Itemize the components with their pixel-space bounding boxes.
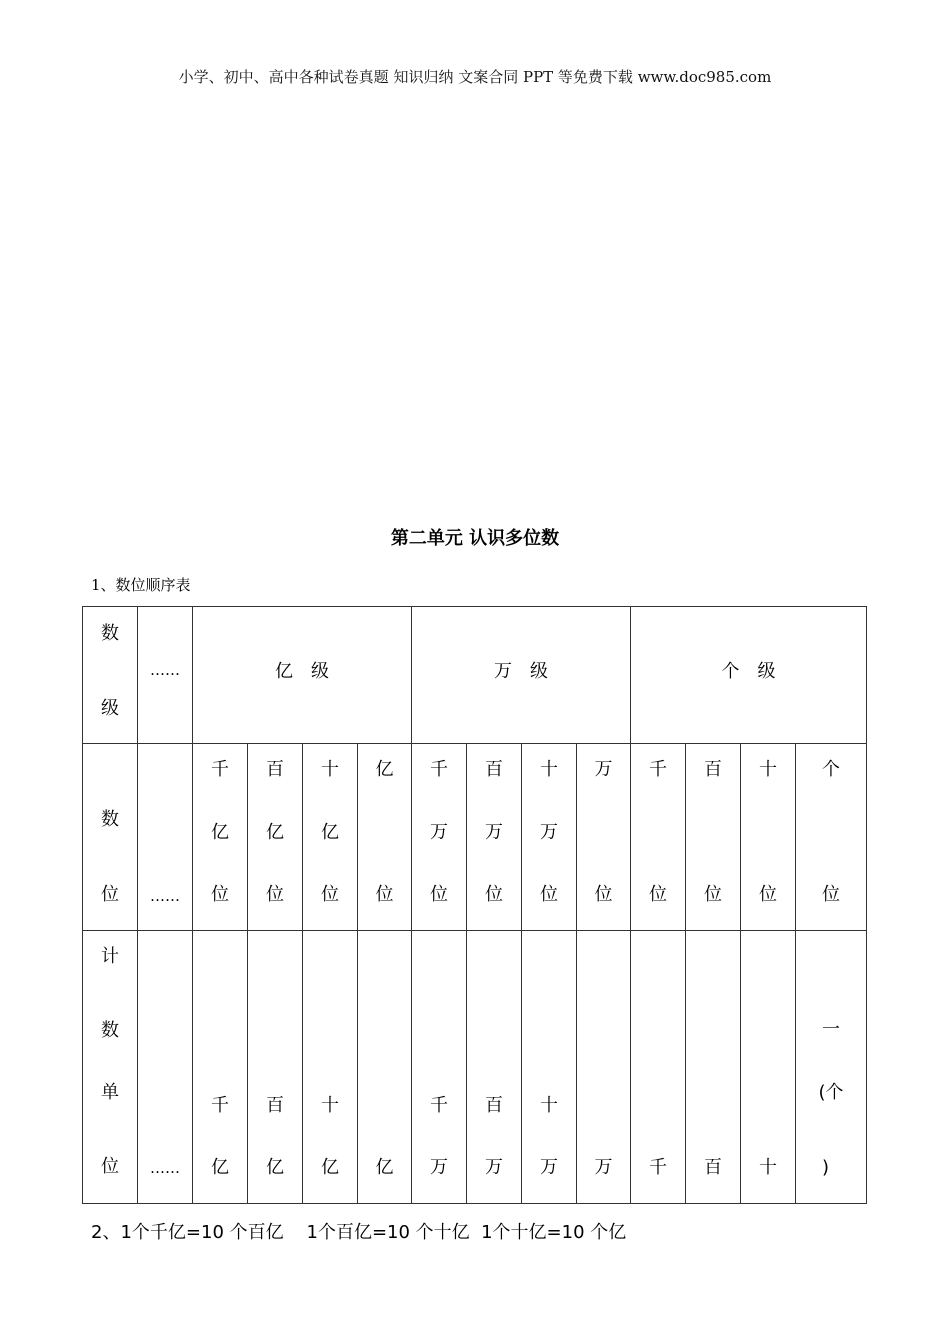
unit-char: 万 — [430, 1157, 448, 1178]
header-char: 数 — [101, 623, 119, 644]
place-cell — [412, 744, 467, 931]
ellipsis-cell — [138, 931, 193, 1204]
unit-char: 亿 — [266, 1157, 284, 1178]
unit-char: 万 — [594, 1157, 613, 1178]
place-char: 位 — [822, 884, 840, 905]
unit-char: 亿 — [321, 1157, 339, 1178]
place-char: 位 — [430, 884, 448, 905]
unit-cell — [741, 931, 796, 1204]
unit-char: 千 — [430, 1095, 448, 1116]
place-char: 位 — [594, 884, 613, 905]
header-char: 数 — [101, 1020, 119, 1041]
place-char: 位 — [211, 884, 229, 905]
unit-cell — [412, 931, 467, 1204]
place-char: 千 — [211, 759, 229, 780]
place-cell — [303, 744, 358, 931]
unit-char: 万 — [485, 1157, 503, 1178]
place-char: 位 — [375, 884, 394, 905]
ellipsis-cell — [138, 744, 193, 931]
place-cell — [193, 744, 248, 931]
unit-char: 亿 — [375, 1157, 394, 1178]
place-char: 位 — [704, 884, 722, 905]
place-char: 亿 — [266, 822, 284, 843]
place-char: 万 — [430, 822, 448, 843]
place-char: 十 — [321, 759, 339, 780]
place-cell — [358, 744, 412, 931]
table-row-unit — [83, 931, 867, 1204]
place-cell — [686, 744, 741, 931]
unit-cell — [467, 931, 522, 1204]
unit-char: 十 — [540, 1095, 558, 1116]
unit-char: 百 — [485, 1095, 503, 1116]
unit-cell — [631, 931, 686, 1204]
header-char: 单 — [101, 1082, 119, 1103]
unit-cell-ones — [796, 931, 867, 1204]
group-label: 个 级 — [721, 661, 776, 682]
unit-cell — [303, 931, 358, 1204]
place-char: 位 — [321, 884, 339, 905]
place-char: 万 — [485, 822, 503, 843]
unit-cell — [193, 931, 248, 1204]
place-char: 十 — [759, 759, 777, 780]
row-header-place — [83, 744, 138, 931]
unit-char: (个 — [818, 1082, 844, 1103]
place-cell — [248, 744, 303, 931]
place-cell — [522, 744, 577, 931]
header-char: 位 — [101, 1156, 119, 1177]
ellipsis-cell — [138, 607, 193, 744]
place-char: 位 — [266, 884, 284, 905]
header-char: 计 — [101, 946, 119, 967]
place-char: 位 — [649, 884, 667, 905]
unit-cell — [358, 931, 412, 1204]
group-label: 亿 级 — [275, 661, 329, 682]
place-char: 亿 — [321, 822, 339, 843]
place-cell — [796, 744, 867, 931]
table-row-place — [83, 744, 867, 931]
place-char: 十 — [540, 759, 558, 780]
place-char: 百 — [704, 759, 722, 780]
group-wan — [412, 607, 631, 744]
unit-cell — [248, 931, 303, 1204]
place-cell — [467, 744, 522, 931]
unit-char: 亿 — [211, 1157, 229, 1178]
unit-char: 一 — [822, 1019, 840, 1040]
place-char: 万 — [594, 759, 613, 780]
header-char: 级 — [101, 698, 119, 719]
unit-cell — [686, 931, 741, 1204]
page-title: 第二单元 认识多位数 — [390, 528, 560, 549]
unit-cell — [577, 931, 631, 1204]
unit-char: 千 — [649, 1157, 667, 1178]
row-header-unit — [83, 931, 138, 1204]
section-label-place-value-table: 1、数位顺序表 — [91, 576, 191, 594]
place-char: 位 — [759, 884, 777, 905]
note-unit-conversion: 2、1个千亿=10 个百亿 1个百亿=10 个十亿 1个十亿=10 个亿 — [91, 1222, 627, 1243]
unit-char: 十 — [759, 1157, 777, 1178]
header-char: 位 — [101, 884, 119, 905]
site-header: 小学、初中、高中各种试卷真题 知识归纳 文案合同 PPT 等免费下载 www.doc985.com — [178, 68, 772, 86]
group-ge — [631, 607, 867, 744]
place-cell — [577, 744, 631, 931]
unit-char: 千 — [211, 1095, 229, 1116]
unit-char: 万 — [540, 1157, 558, 1178]
place-char: 位 — [485, 884, 503, 905]
group-yi — [193, 607, 412, 744]
ellipsis-text: …… — [150, 1159, 180, 1177]
place-char: 亿 — [211, 822, 229, 843]
place-char: 百 — [266, 759, 284, 780]
unit-char: 十 — [321, 1095, 339, 1116]
unit-cell — [522, 931, 577, 1204]
place-char: 百 — [485, 759, 503, 780]
place-char: 万 — [540, 822, 558, 843]
place-char: 千 — [649, 759, 667, 780]
table-row-level — [83, 607, 867, 744]
unit-char: ) — [822, 1157, 830, 1178]
header-char: 数 — [101, 809, 119, 830]
row-header-level — [83, 607, 138, 744]
place-cell — [631, 744, 686, 931]
place-char: 千 — [430, 759, 448, 780]
place-char: 个 — [822, 759, 840, 780]
place-char: 亿 — [375, 759, 394, 780]
place-cell — [741, 744, 796, 931]
ellipsis-text: …… — [150, 661, 180, 679]
ellipsis-text: …… — [150, 887, 180, 905]
unit-char: 百 — [266, 1095, 284, 1116]
place-value-table — [82, 606, 867, 1204]
unit-char: 百 — [704, 1157, 722, 1178]
group-label: 万 级 — [494, 661, 548, 682]
place-char: 位 — [540, 884, 558, 905]
